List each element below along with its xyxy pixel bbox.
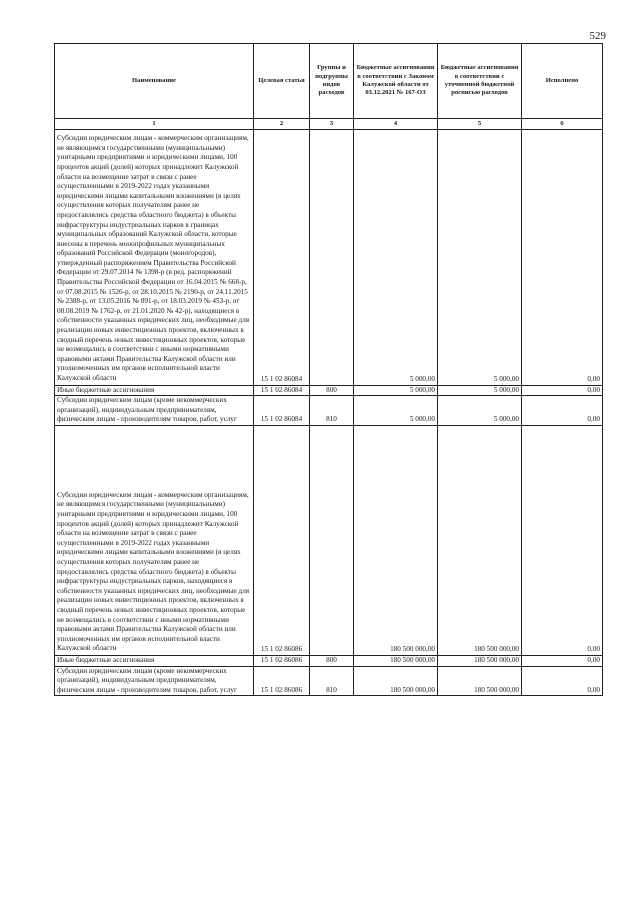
row-expense-group: 810 [310, 666, 354, 696]
row-revised-allocation: 5 000,00 [438, 129, 522, 385]
row-revised-allocation: 5 000,00 [438, 385, 522, 396]
row-expense-group: 810 [310, 396, 354, 426]
row-name: Субсидии юридическим лицам (кроме некоммерческих организаций), индивидуальным предпринимателям, физическим лицам - производителям товаров, работ, услуг [55, 666, 254, 696]
column-number: 1 [55, 119, 254, 130]
header-name: Наименование [55, 44, 254, 119]
table-row [55, 396, 603, 426]
row-executed: 0,00 [522, 129, 603, 385]
row-expense-group [310, 129, 354, 385]
row-expense-group: 800 [310, 655, 354, 666]
table-row [55, 655, 603, 666]
row-law-allocation: 180 500 000,00 [354, 655, 438, 666]
row-law-allocation: 5 000,00 [354, 129, 438, 385]
row-law-allocation: 180 500 000,00 [354, 425, 438, 655]
row-law-allocation: 180 500 000,00 [354, 666, 438, 696]
row-expense-group [310, 425, 354, 655]
row-target-article: 15 1 02 86084 [254, 396, 310, 426]
row-law-allocation: 5 000,00 [354, 385, 438, 396]
column-number: 4 [354, 119, 438, 130]
row-target-article: 15 1 02 86084 [254, 129, 310, 385]
row-name: Иные бюджетные ассигнования [55, 385, 254, 396]
header-law-allocation: Бюджетные ассигнования в соответствии с Законом Калужской области от 03.12.2021 № 167-ОЗ [354, 44, 438, 119]
header-executed: Исполнено [522, 44, 603, 119]
column-number: 5 [438, 119, 522, 130]
budget-table [54, 43, 603, 696]
column-number: 6 [522, 119, 603, 130]
row-revised-allocation: 5 000,00 [438, 396, 522, 426]
row-executed: 0,00 [522, 655, 603, 666]
row-executed: 0,00 [522, 385, 603, 396]
table-row [55, 666, 603, 696]
row-name: Субсидии юридическим лицам - коммерческим организациям, не являющимся государственными (муниципальными) унитарными предприятиями и юридическими лицами, 100 процентов акций (долей) которых принадлежит Калужской области на возмещение затрат в связи с ранее осуществленными в 2019-2022 годах указанными юридическими лицами капитальными вложениями (в целях осуществления которых получателям ранее не предоставлялись средства областного бюджета) в объекты инфраструктуры индустриальных парков в границах муниципальных образований Калужской области, которые внесены в перечень монопрофильных муниципальных образований Российской Федерации (моногородов), утвержденный распоряжением Правительства Российской Федерации от 29.07.2014 № 1398-р (в ред. распоряжений Правительства Российской Федерации от 16.04.2015 № 668-р, от 07.08.2015 № 1526-р, от 28.10.2015 № 2190-р, от 24.11.2015 № 2388-р, от 13.05.2016 № 891-р, от 18.03.2019 № 453-р, от 08.08.2019 № 1762-р, от 21.01.2020 № 42-р), находящиеся в собственности указанных юридических лиц, необходимые для реализации новых инвестиционных проектов, включенных в сводный перечень новых инвестиционных проектов, которые не возмещались в соответствии с иными нормативными правовыми актами Правительства Калужской области или уполномоченных им органов исполнительной власти Калужской области [55, 129, 254, 385]
row-target-article: 15 1 02 86086 [254, 666, 310, 696]
row-name: Иные бюджетные ассигнования [55, 655, 254, 666]
row-expense-group: 800 [310, 385, 354, 396]
column-number-row [55, 119, 603, 130]
row-law-allocation: 5 000,00 [354, 396, 438, 426]
row-name: Субсидии юридическим лицам (кроме некоммерческих организаций), индивидуальным предпринимателям, физическим лицам - производителям товаров, работ, услуг [55, 396, 254, 426]
row-name: Субсидии юридическим лицам - коммерческим организациям, не являющимся государственными (муниципальными) унитарными предприятиями и юридическими лицами, 100 процентов акций (долей) которых принадлежит Калужской области на возмещение затрат в связи с ранее осуществленными в 2019-2022 годах указанными юридическими лицами капитальными вложениями (в целях осуществления которых получателям ранее не предоставлялись средства областного бюджета) в объекты инфраструктуры индустриальных парков, находящиеся в собственности указанных юридических лиц, необходимые для реализации новых инвестиционных проектов, включенных в сводный перечень новых инвестиционных проектов, которые не возмещались в соответствии с иными нормативными правовыми актами Правительства Калужской области или уполномоченных им органов исполнительной власти Калужской области [55, 425, 254, 655]
row-target-article: 15 1 02 86084 [254, 385, 310, 396]
row-executed: 0,00 [522, 396, 603, 426]
column-number: 2 [254, 119, 310, 130]
header-revised-allocation: Бюджетные ассигнования в соответствии с уточненной бюджетной росписью расходов [438, 44, 522, 119]
row-revised-allocation: 180 500 000,00 [438, 425, 522, 655]
header-expense-group: Группы и подгруппы видов расходов [310, 44, 354, 119]
row-executed: 0,00 [522, 666, 603, 696]
header-target-article: Целевая статья [254, 44, 310, 119]
page-number: 529 [589, 30, 606, 42]
table-row [55, 425, 603, 655]
row-target-article: 15 1 02 86086 [254, 655, 310, 666]
row-revised-allocation: 180 500 000,00 [438, 666, 522, 696]
row-revised-allocation: 180 500 000,00 [438, 655, 522, 666]
column-number: 3 [310, 119, 354, 130]
table-row [55, 129, 603, 385]
row-executed: 0,00 [522, 425, 603, 655]
table-row [55, 385, 603, 396]
row-target-article: 15 1 02 86086 [254, 425, 310, 655]
table-header-row [55, 44, 603, 119]
